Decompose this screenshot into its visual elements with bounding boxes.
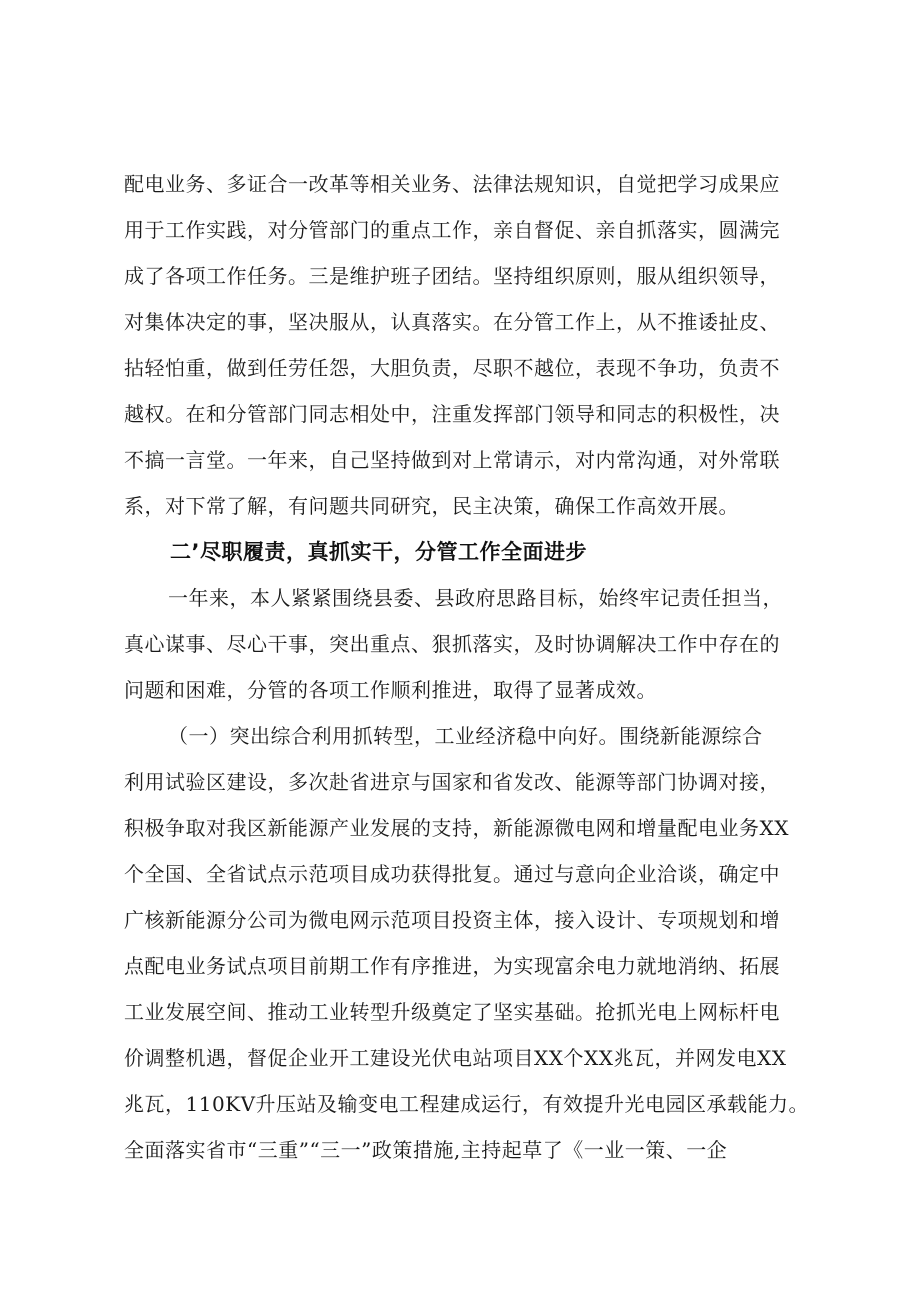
paragraph-3-line-10: 全面落实省市“三重”“三一”政策措施,主持起草了《一业一策、一企 xyxy=(124,1138,728,1162)
paragraph-3-line-2: 利用试验区建设，多次赴省进京与国家和省发改、能源等部门协调对接， xyxy=(124,770,780,794)
body-line-4: 对集体决定的事，坚决服从，认真落实。在分管工作上，从不推诿扯皮、 xyxy=(124,310,780,334)
body-line-8: 系，对下常了解，有问题共同研究，民主决策，确保工作高效开展。 xyxy=(124,494,739,518)
paragraph-3-line-3: 积极争取对我区新能源产业发展的支持，新能源微电网和增量配电业务XX xyxy=(124,816,789,840)
paragraph-3-line-4: 个全国、全省试点示范项目成功获得批复。通过与意向企业洽谈，确定中 xyxy=(124,862,780,886)
section-heading: 二’尽职履责，真抓实干，分管工作全面进步 xyxy=(170,540,587,564)
paragraph-3-line-7: 工业发展空间、推动工业转型升级奠定了坚实基础。抢抓光电上网标杆电 xyxy=(124,1000,780,1024)
paragraph-3-line-6: 点配电业务试点项目前期工作有序推进，为实现富余电力就地消纳、拓展 xyxy=(124,954,780,978)
paragraph-2-line-2: 真心谋事、尽心干事，突出重点、狠抓落实，及时协调解决工作中存在的 xyxy=(124,632,780,656)
body-line-7: 不搞一言堂。一年来，自己坚持做到对上常请示，对内常沟通，对外常联 xyxy=(124,448,780,472)
paragraph-3-line-9: 兆瓦，110KV升压站及输变电工程建成运行，有效提升光电园区承载能力。 xyxy=(124,1092,810,1116)
body-line-1: 配电业务、多证合一改革等相关业务、法律法规知识，自觉把学习成果应 xyxy=(124,172,780,196)
paragraph-2-line-1: 一年来，本人紧紧围绕县委、县政府思路目标，始终牢记责任担当， xyxy=(168,586,783,610)
paragraph-3-line-8: 价调整机遇，督促企业开工建设光伏电站项目XX个XX兆瓦，并网发电XX xyxy=(124,1046,787,1070)
paragraph-3-line-5: 广核新能源分公司为微电网示范项目投资主体，接入设计、专项规划和增 xyxy=(124,908,780,932)
body-line-6: 越权。在和分管部门同志相处中，注重发挥部门领导和同志的积极性，决 xyxy=(124,402,780,426)
paragraph-2-line-3: 问题和困难，分管的各项工作顺利推进，取得了显著成效。 xyxy=(124,678,657,702)
body-line-2: 用于工作实践，对分管部门的重点工作，亲自督促、亲自抓落实，圆满完 xyxy=(124,218,780,242)
paragraph-3-line-1: （一）突出综合利用抓转型，工业经济稳中向好。围绕新能源综合 xyxy=(168,724,763,748)
body-line-3: 成了各项工作任务。三是维护班子团结。坚持组织原则，服从组织领导， xyxy=(124,264,780,288)
body-line-5: 拈轻怕重，做到任劳任怨，大胆负责，尽职不越位，表现不争功，负责不 xyxy=(124,356,780,380)
